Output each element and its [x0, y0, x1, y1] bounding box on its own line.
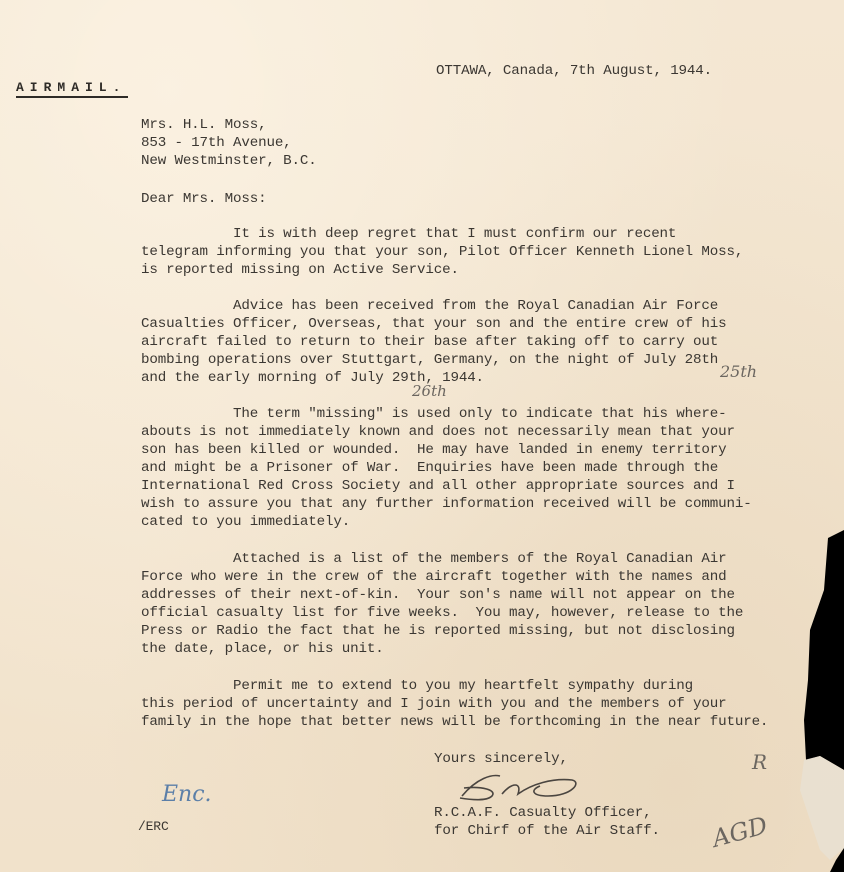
paragraph-line: telegram informing you that your son, Pilot Officer Kenneth Lionel Moss,: [141, 244, 744, 260]
handwritten-initials-bottom: AGD: [709, 811, 771, 853]
signature-title-2: for Chirf of the Air Staff.: [434, 823, 660, 839]
paragraph-line: and might be a Prisoner of War. Enquiries have been made through the: [141, 460, 719, 476]
paragraph-line: bombing operations over Stuttgart, Germany, on the night of July 28th: [141, 352, 719, 368]
recipient-line-2: 853 - 17th Avenue,: [141, 135, 292, 151]
salutation: Dear Mrs. Moss:: [141, 191, 267, 207]
signature: [452, 768, 592, 804]
paragraph-line: addresses of their next-of-kin. Your son's name will not appear on the: [141, 587, 735, 603]
paragraph-line: The term "missing" is used only to indicate that his where-: [141, 406, 727, 422]
paragraph-line: Attached is a list of the members of the Royal Canadian Air: [141, 551, 727, 567]
signature-title-1: R.C.A.F. Casualty Officer,: [434, 805, 652, 821]
paragraph-line: son has been killed or wounded. He may have landed in enemy territory: [141, 442, 727, 458]
reference-initials: /ERC: [138, 819, 169, 834]
paragraph-line: aircraft failed to return to their base after taking off to carry out: [141, 334, 719, 350]
paragraph-line: and the early morning of July 29th, 1944.: [141, 370, 484, 386]
torn-paper-edge: [780, 530, 844, 872]
handwritten-initial-r: R: [752, 750, 768, 774]
paragraph-line: It is with deep regret that I must confirm our recent: [141, 226, 677, 242]
paragraph-line: cated to you immediately.: [141, 514, 351, 530]
paragraph-line: Press or Radio the fact that he is reported missing, but not disclosing: [141, 623, 735, 639]
paragraph-line: Advice has been received from the Royal Canadian Air Force: [141, 298, 719, 314]
paragraph-line: the date, place, or his unit.: [141, 641, 384, 657]
handwritten-enclosure-note: Enc.: [162, 782, 212, 807]
paragraph-line: Casualties Officer, Overseas, that your son and the entire crew of his: [141, 316, 727, 332]
paragraph-line: is reported missing on Active Service.: [141, 262, 459, 278]
closing: Yours sincerely,: [434, 751, 568, 767]
paragraph-line: Permit me to extend to you my heartfelt sympathy during: [141, 678, 694, 694]
recipient-line-1: Mrs. H.L. Moss,: [141, 117, 267, 133]
recipient-line-3: New Westminster, B.C.: [141, 153, 317, 169]
paragraph-line: Force who were in the crew of the aircraft together with the names and: [141, 569, 727, 585]
dateline: OTTAWA, Canada, 7th August, 1944.: [436, 63, 713, 79]
paragraph-line: official casualty list for five weeks. You may, however, release to the: [141, 605, 744, 621]
airmail-label: AIRMAIL.: [16, 80, 128, 98]
paragraph-line: family in the hope that better news will be forthcoming in the near future.: [141, 714, 769, 730]
paragraph-line: this period of uncertainty and I join with you and the members of your: [141, 696, 727, 712]
handwritten-correction-25th: 25th: [720, 362, 758, 381]
paragraph-line: wish to assure you that any further information received will be communi-: [141, 496, 752, 512]
paragraph-line: International Red Cross Society and all other appropriate sources and I: [141, 478, 735, 494]
paragraph-line: abouts is not immediately known and does not necessarily mean that your: [141, 424, 735, 440]
handwritten-correction-26th: 26th: [412, 382, 447, 400]
